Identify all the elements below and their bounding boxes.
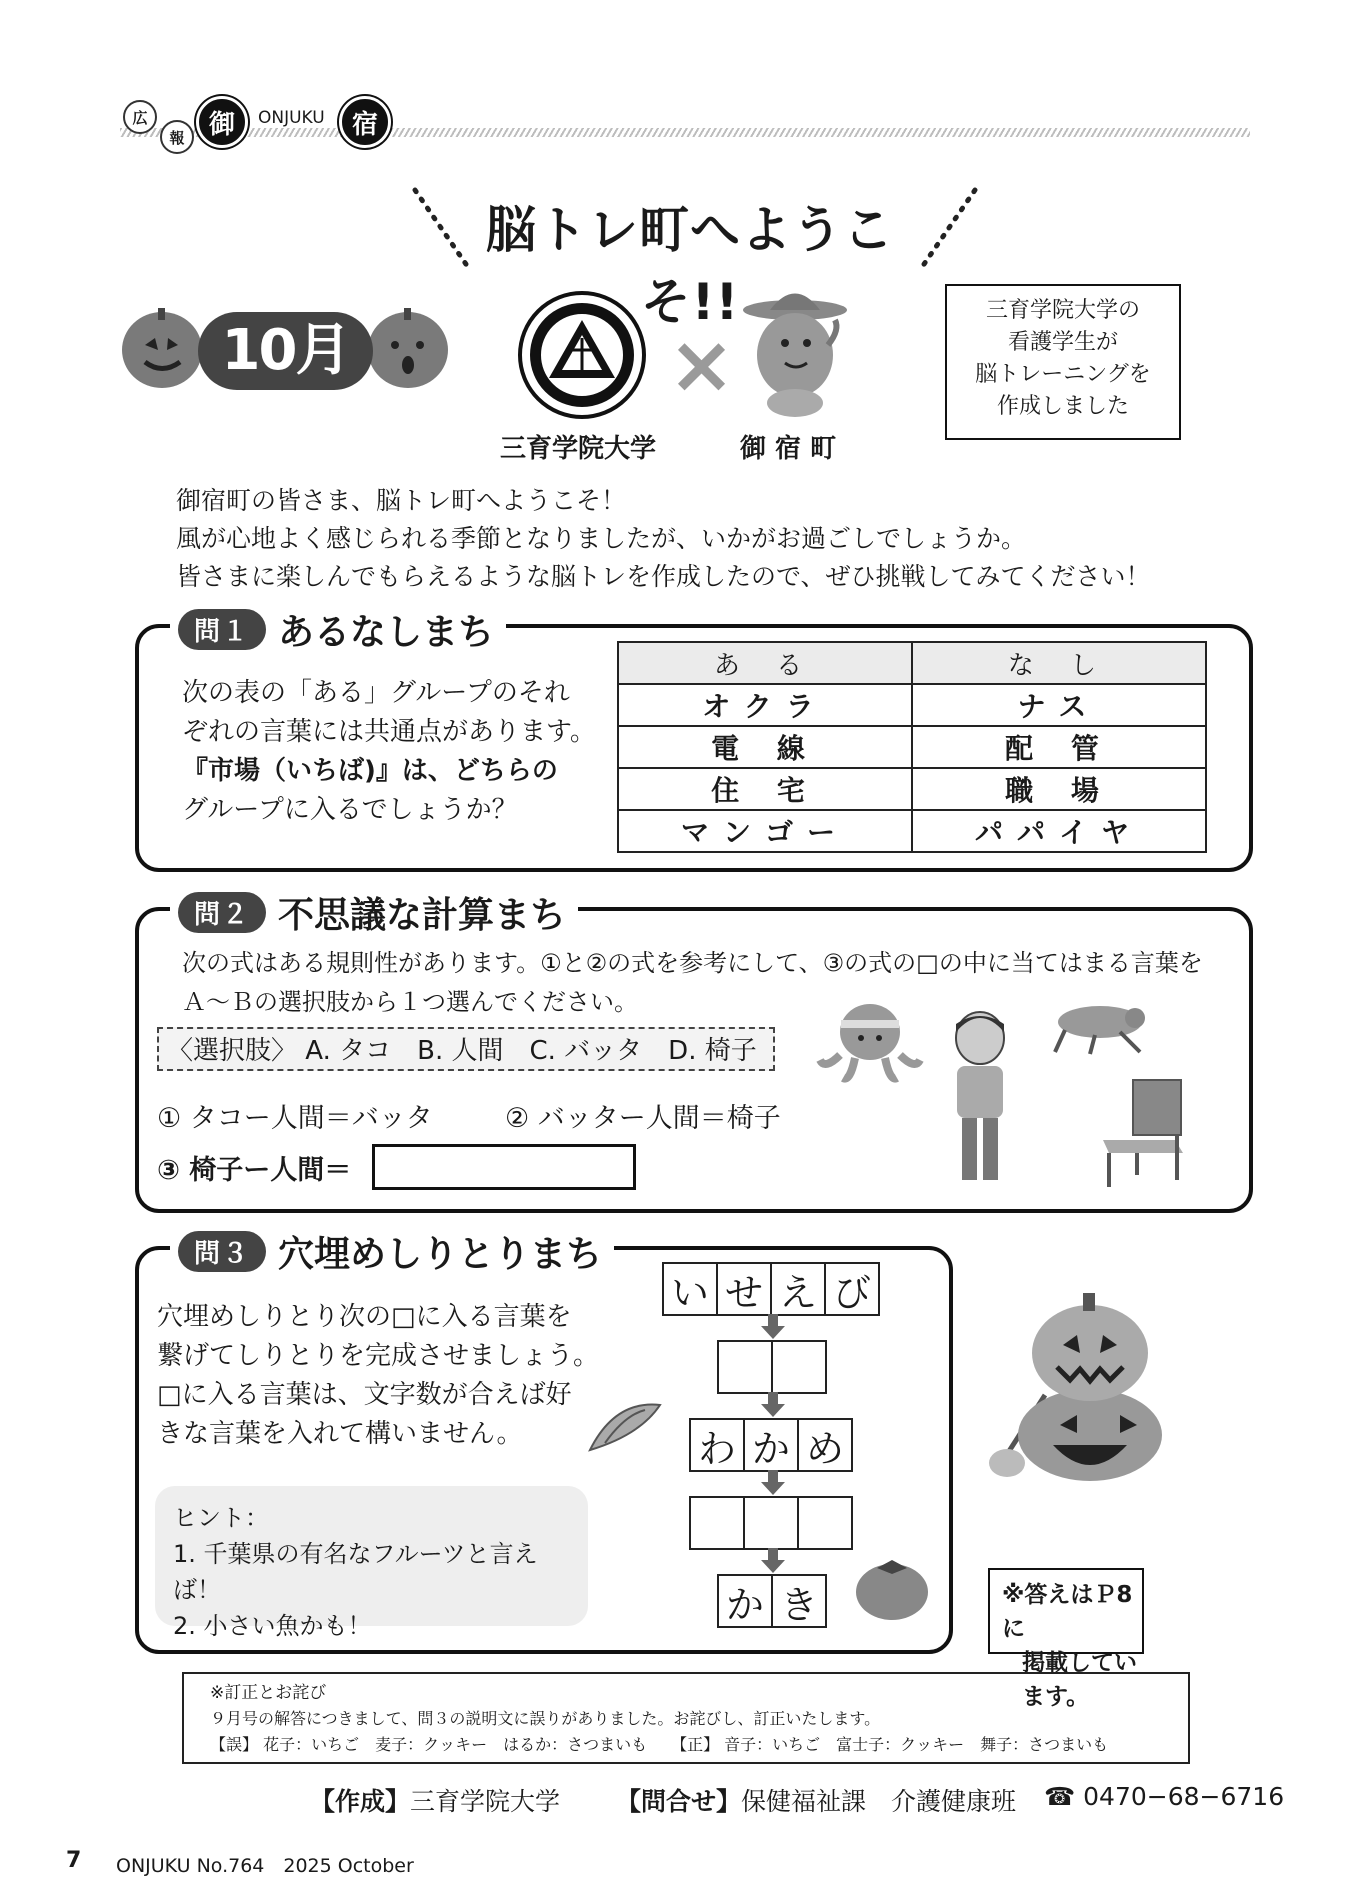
page-number: 7 [66,1848,82,1873]
intro-line: 皆さまに楽しんでもらえるような脳トレを作成したので、ぜひ挑戦してみてください！ [176,562,1151,591]
phone-number: ☎ 0470−68−6716 [1044,1782,1285,1811]
q3-text-line: 繋げてしりとりを完成させましょう。 [157,1341,600,1371]
hint-title: ヒント： [173,1504,269,1532]
q3-badge: 問３ [178,1231,266,1272]
octopus-icon [815,990,925,1090]
notice-line: 脳トレーニングを [975,362,1151,387]
q3-header [170,1226,614,1277]
arrow-down-icon [758,1470,788,1496]
hint-box [155,1486,588,1640]
correction-line: 【誤】 花子：いちご 麦子：クッキー はるか：さつまいも 【正】 音子：いちご 富士子：クッキー 舞子：さつまいも [210,1735,1109,1754]
shiritori-cell: き [771,1574,827,1628]
correction-box [182,1672,1190,1764]
table-row [618,726,1206,768]
aru-nashi-table [617,641,1207,853]
shiritori-blank[interactable] [689,1496,745,1550]
q3-text-line: □に入る言葉は、文字数が合えば好 [157,1380,572,1410]
table-cell: 電 線 [618,726,912,768]
shiritori-blank[interactable] [797,1496,853,1550]
shiritori-cell: え [770,1262,826,1316]
table-row [618,684,1206,726]
q2-badge: 問２ [178,892,266,933]
shiritori-cell: い [662,1262,718,1316]
hint-item: 2. 小さい魚かも！ [173,1612,372,1640]
arrow-down-icon [758,1548,788,1574]
shiritori-cell: か [717,1574,773,1628]
times-sign: × [668,318,736,411]
intro-line: 風が心地よく感じられる季節となりましたが、いかがお過ごしでしょうか。 [176,524,1027,553]
month-label: 10月 [221,318,350,383]
shiritori-cell: び [824,1262,880,1316]
university-seal-icon [517,290,647,420]
header-onjuku: ONJUKU [254,108,329,128]
table-row [618,810,1206,852]
q3-title: 穴埋めしりとりまち [278,1234,603,1275]
answer-note-line: 掲載しています。 [1022,1650,1137,1710]
jack-o-lantern-icon [985,1285,1180,1485]
q3-text-line: 穴埋めしりとり次の□に入る言葉を [157,1302,572,1332]
notice-line: 三育学院大学の [985,298,1140,323]
shiritori-cell: め [797,1418,853,1472]
header-go-circle: 御 [196,96,248,148]
q1-text-line: 次の表の「ある」グループのそれ [182,678,570,708]
leaf-icon [585,1395,665,1460]
made-by: 三育学院大学 [410,1787,561,1816]
contact: 保健福祉課 介護健康班 [741,1787,1017,1816]
q3-text [157,1298,599,1454]
q2-answer-box[interactable] [372,1144,636,1190]
shiritori-blank[interactable] [771,1340,827,1394]
table-cell: 配 管 [912,726,1206,768]
persimmon-icon [852,1552,932,1622]
notice-line: 看護学生が [1007,330,1118,355]
intro-text [176,482,1151,596]
q2-text-line: 次の式はある規則性があります。①と②の式を参考にして、③の式の□の中に当てはまる言葉を [182,949,1203,977]
table-cell: 住 宅 [618,768,912,810]
chair-icon [1095,1075,1190,1190]
q2-eq2: ② バッター人間＝椅子 [505,1103,781,1134]
grasshopper-icon [1045,990,1155,1060]
table-cell: マンゴー [618,810,912,852]
arrow-down-icon [758,1392,788,1418]
arrow-down-icon [758,1314,788,1340]
q2-eq3: ③ 椅子ー人間＝ [157,1155,352,1186]
shiritori-blank[interactable] [717,1340,773,1394]
shiritori-cell: わ [689,1418,745,1472]
q2-choices: 〈選択肢〉 A. タコ B. 人間 C. バッタ D. 椅子 [157,1027,775,1071]
table-header: な し [912,642,1206,684]
q2-text-line: Ａ～Ｂの選択肢から１つ選んでください。 [182,988,638,1016]
q1-title: あるなしまち [278,612,495,653]
table-cell: パパイヤ [912,810,1206,852]
header-kou-circle: 広 [123,100,157,134]
header-hou-circle: 報 [160,120,194,154]
notice-box [945,284,1181,440]
q2-title: 不思議な計算まち [278,895,567,936]
q2-header [170,887,578,938]
q1-badge: 問１ [178,609,266,650]
table-cell: 職 場 [912,768,1206,810]
table-cell: ナス [912,684,1206,726]
q1-header [170,604,506,655]
page-title: 脳トレ町へようこそ!! [486,201,894,331]
correction-line: ９月号の解答につきまして、問３の説明文に誤りがありました。お詫びし、訂正いたします。 [210,1709,881,1728]
header-rule [120,128,1250,137]
university-name: 三育学院大学 [500,434,657,464]
q1-text-line: グループに入るでしょうか？ [182,795,518,825]
made-label: 【作成】 [310,1787,411,1816]
q1-text-line: 『市場（いちば)』は、どちらの [182,756,558,786]
town-name: 御 宿 町 [740,434,837,464]
issue-info: ONJUKU No.764 2025 October [116,1855,414,1877]
shiritori-cell: せ [716,1262,772,1316]
q1-text-line: ぞれの言葉には共通点があります。 [182,717,596,747]
answer-note-line: ※答えはＰ8に [1002,1582,1133,1642]
table-cell: オクラ [618,684,912,726]
table-header: あ る [618,642,912,684]
shiritori-blank[interactable] [743,1496,799,1550]
q3-text-line: きな言葉を入れて構いません。 [157,1419,523,1449]
correction-title: ※訂正とお詫び [210,1683,327,1703]
town-mascot-icon [740,285,860,425]
notice-line: 作成しました [996,394,1129,419]
table-row [618,768,1206,810]
hint-item: 1. 千葉県の有名なフルーツと言えば！ [173,1540,538,1604]
intro-line: 御宿町の皆さま、脳トレ町へようこそ！ [176,486,627,515]
answer-note [988,1568,1144,1710]
q1-text [182,674,596,830]
credits [310,1782,1284,1818]
header-shuku-circle: 宿 [339,96,391,148]
shiritori-cell: か [743,1418,799,1472]
contact-label: 【問合せ】 [616,1787,742,1816]
q2-eq1: ① タコー人間＝バッタ [157,1103,433,1134]
person-icon [945,1010,1015,1185]
table-header-row [618,642,1206,684]
